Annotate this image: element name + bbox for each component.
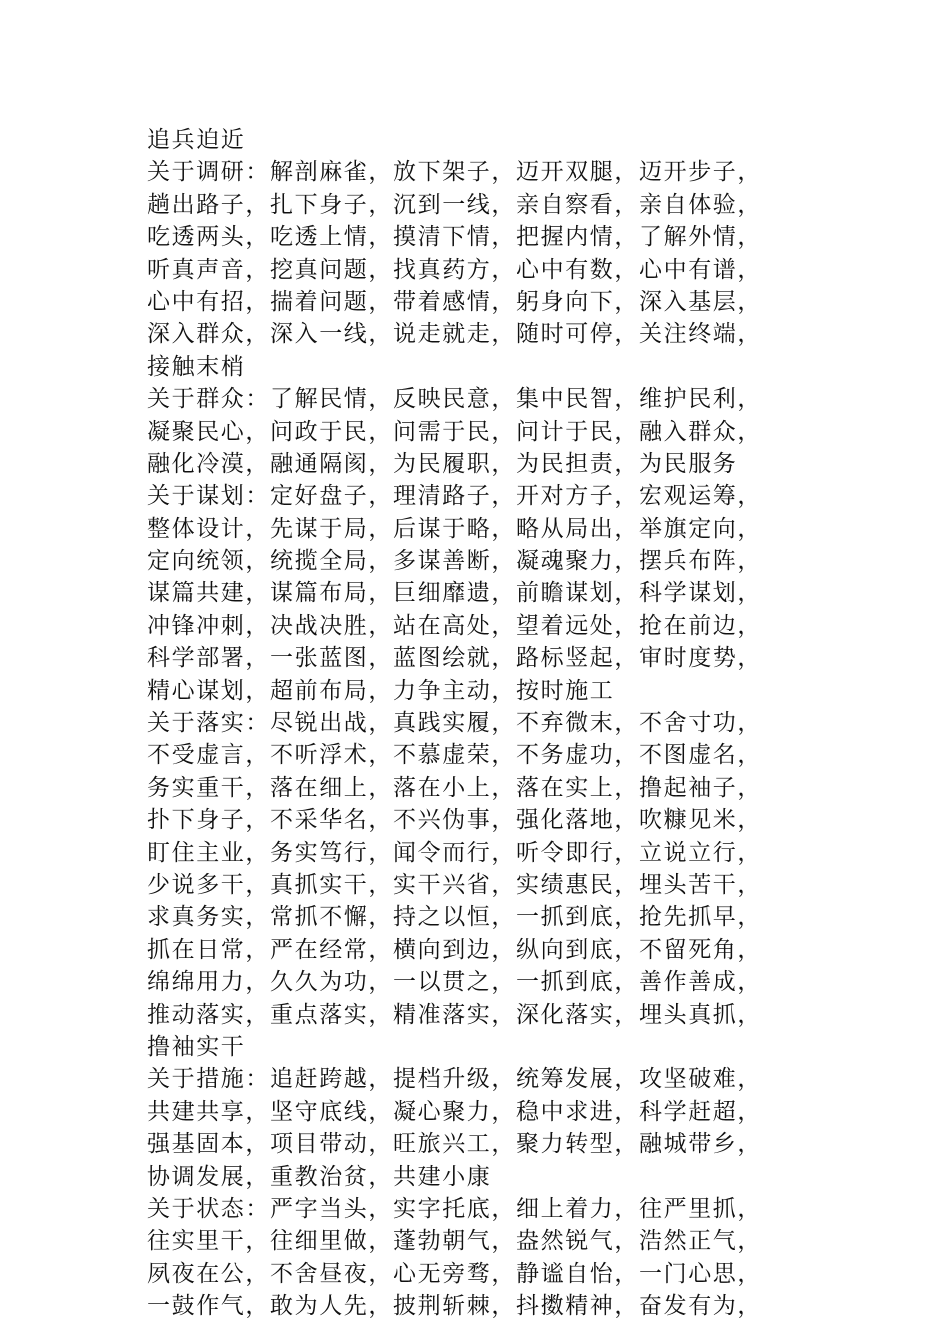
text-line: 谋篇共建，谋篇布局，巨细靡遗，前瞻谋划，科学谋划， (147, 580, 762, 607)
text-line: 少说多干，真抓实干，实干兴省，实绩惠民，埋头苦干， (147, 871, 762, 898)
text-line: 关于群众：了解民情，反映民意，集中民智，维护民利， (147, 386, 762, 413)
text-line: 整体设计，先谋于局，后谋于略，略从局出，举旗定向， (147, 515, 762, 542)
text-line: 往实里干，往细里做，蓬勃朝气，盎然锐气，浩然正气， (147, 1228, 762, 1255)
text-line: 强基固本，项目带动，旺旅兴工，聚力转型，融城带乡， (147, 1131, 762, 1158)
text-line: 夙夜在公，不舍昼夜，心无旁骛，静谧自怡，一门心思， (147, 1260, 762, 1287)
text-line: 接触末梢 (147, 353, 246, 380)
text-line: 深入群众，深入一线，说走就走，随时可停，关注终端， (147, 321, 762, 348)
text-line: 定向统领，统揽全局，多谋善断，凝魂聚力，摆兵布阵， (147, 548, 762, 575)
text-line: 务实重干，落在细上，落在小上，落在实上，撸起袖子， (147, 774, 762, 801)
text-line: 共建共享，坚守底线，凝心聚力，稳中求进，科学赶超， (147, 1098, 762, 1125)
text-line: 关于状态：严字当头，实字托底，细上着力，往严里抓， (147, 1195, 762, 1222)
text-line: 求真务实，常抓不懈，持之以恒，一抓到底，抢先抓早， (147, 904, 762, 931)
text-line: 盯住主业，务实笃行，闻令而行，听令即行，立说立行， (147, 839, 762, 866)
text-line: 融化冷漠，融通隔阂，为民履职，为民担责，为民服务 (147, 450, 738, 477)
text-line: 关于落实：尽锐出战，真践实履，不弃微末，不舍寸功， (147, 710, 762, 737)
text-line: 撸袖实干 (147, 1033, 246, 1060)
text-line: 协调发展，重教治贫，共建小康 (147, 1163, 492, 1190)
text-line: 关于谋划：定好盘子，理清路子，开对方子，宏观运筹， (147, 483, 762, 510)
text-line: 不受虚言，不听浮术，不慕虚荣，不务虚功，不图虚名， (147, 742, 762, 769)
text-line: 趟出路子，扎下身子，沉到一线，亲自察看，亲自体验， (147, 191, 762, 218)
text-line: 冲锋冲刺，决战决胜，站在高处，望着远处，抢在前边， (147, 612, 762, 639)
text-line: 关于调研：解剖麻雀，放下架子，迈开双腿，迈开步子， (147, 159, 762, 186)
text-line: 吃透两头，吃透上情，摸清下情，把握内情，了解外情， (147, 224, 762, 251)
text-line: 关于措施：追赶跨越，提档升级，统筹发展，攻坚破难， (147, 1066, 762, 1093)
text-line: 凝聚民心，问政于民，问需于民，问计于民，融入群众， (147, 418, 762, 445)
text-line: 心中有招，揣着问题，带着感情，躬身向下，深入基层， (147, 288, 762, 315)
text-line: 精心谋划，超前布局，力争主动，按时施工 (147, 677, 615, 704)
text-line: 追兵迫近 (147, 127, 246, 153)
text-line: 听真声音，挖真问题，找真药方，心中有数，心中有谱， (147, 256, 762, 283)
document-body (147, 124, 807, 1322)
text-line: 科学部署，一张蓝图，蓝图绘就，路标竖起，审时度势， (147, 645, 762, 672)
text-line: 扑下身子，不采华名，不兴伪事，强化落地，吹糠见米， (147, 807, 762, 834)
text-line: 绵绵用力，久久为功，一以贯之，一抓到底，善作善成， (147, 969, 762, 996)
text-line: 推动落实，重点落实，精准落实，深化落实，埋头真抓， (147, 1001, 762, 1028)
text-line: 一鼓作气，敢为人先，披荆斩棘，抖擞精神，奋发有为， (147, 1293, 762, 1320)
text-line: 抓在日常，严在经常，横向到边，纵向到底，不留死角， (147, 936, 762, 963)
